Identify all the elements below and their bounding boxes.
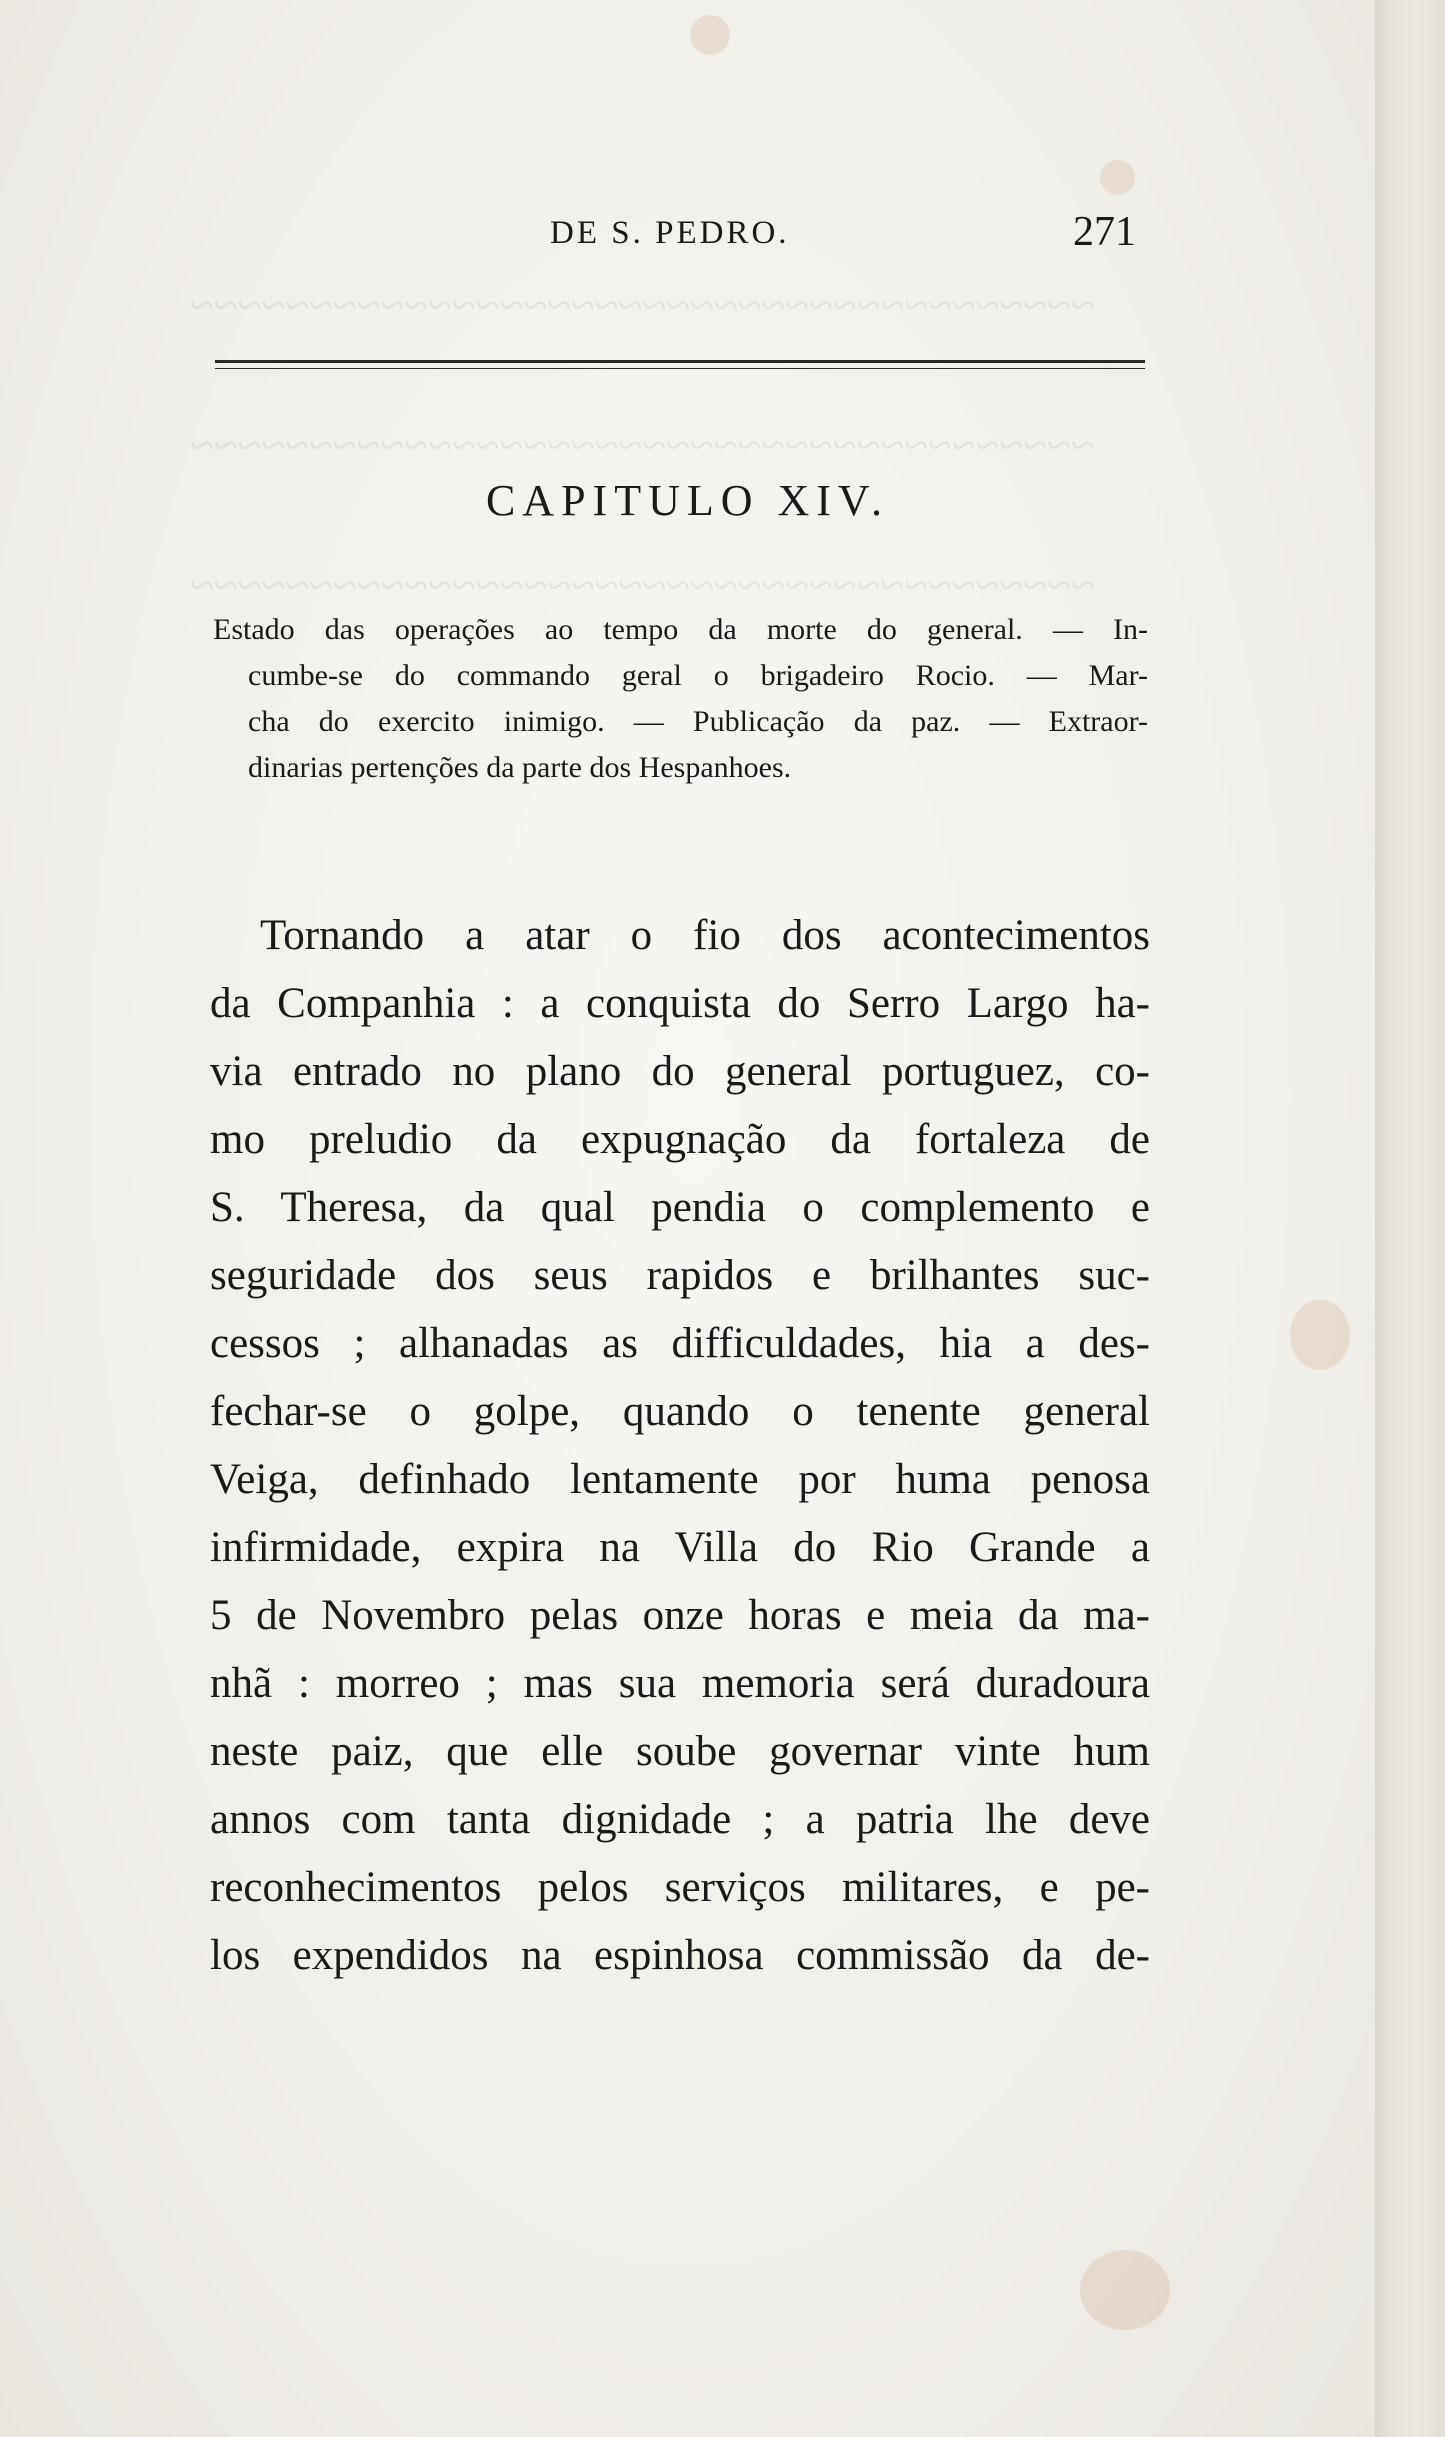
paragraph-line: 5 de Novembro pelas onze horas e meia da ma-	[210, 1592, 1150, 1639]
paragraph-line: Veiga, definhado lentamente por huma penosa	[210, 1456, 1150, 1503]
summary-line: cha do exercito inimigo. — Publicação da paz. — Extraor-	[248, 705, 1148, 738]
body-text	[210, 902, 1150, 1990]
paragraph-line: nhã : morreo ; mas sua memoria será duradoura	[210, 1660, 1150, 1707]
paragraph-line: fechar-se o golpe, quando o tenente general	[210, 1388, 1150, 1435]
paragraph-line: reconhecimentos pelos serviços militares, e pe-	[210, 1864, 1150, 1911]
paragraph-line: infirmidade, expira na Villa do Rio Grande a	[210, 1524, 1150, 1571]
chapter-title: CAPITULO XIV.	[485, 476, 890, 525]
page-edge	[1375, 0, 1445, 2437]
foxing-stain	[1290, 1300, 1350, 1370]
chapter-summary	[213, 607, 1148, 791]
bleed-through-decoration: ~~~~~~~~~~~~~~~~~~~~~~~~~~~~~~~~~~~~~~	[190, 561, 1095, 610]
paragraph-line: S. Theresa, da qual pendia o complemento e	[210, 1184, 1150, 1231]
bleed-through-decoration: ~~~~~~~~~~~~~~~~~~~~~~~~~~~~~~~~~~~~~~	[190, 281, 1095, 330]
summary-line: dinarias pertenções da parte dos Hespanhoes.	[248, 751, 792, 784]
paragraph-line: seguridade dos seus rapidos e brilhantes suc-	[210, 1252, 1150, 1299]
foxing-stain	[1080, 2250, 1170, 2330]
header-rule-thin	[215, 368, 1145, 369]
foxing-stain	[690, 15, 730, 55]
page-number: 271	[1073, 209, 1136, 255]
paragraph-line: los expendidos na espinhosa commissão da de-	[210, 1932, 1150, 1979]
running-header: DE S. PEDRO.	[550, 215, 790, 251]
paragraph-line: da Companhia : a conquista do Serro Largo ha-	[210, 980, 1150, 1027]
header-rule-thick	[215, 360, 1145, 363]
paragraph-line: Tornando a atar o fio dos acontecimentos	[260, 912, 1150, 959]
paragraph-line: mo preludio da expugnação da fortaleza de	[210, 1116, 1150, 1163]
paragraph-line: via entrado no plano do general portuguez, co-	[210, 1048, 1150, 1095]
paragraph-line: neste paiz, que elle soube governar vinte hum	[210, 1728, 1150, 1775]
bleed-through-decoration: ~~~~~~~~~~~~~~~~~~~~~~~~~~~~~~~~~~~~~~	[190, 421, 1095, 470]
paragraph-line: cessos ; alhanadas as difficuldades, hia a des-	[210, 1320, 1150, 1367]
summary-line: Estado das operações ao tempo da morte do general. — In-	[213, 613, 1148, 646]
paragraph-line: annos com tanta dignidade ; a patria lhe deve	[210, 1796, 1150, 1843]
summary-line: cumbe-se do commando geral o brigadeiro Rocio. — Mar-	[248, 659, 1148, 692]
foxing-stain	[1100, 160, 1135, 195]
